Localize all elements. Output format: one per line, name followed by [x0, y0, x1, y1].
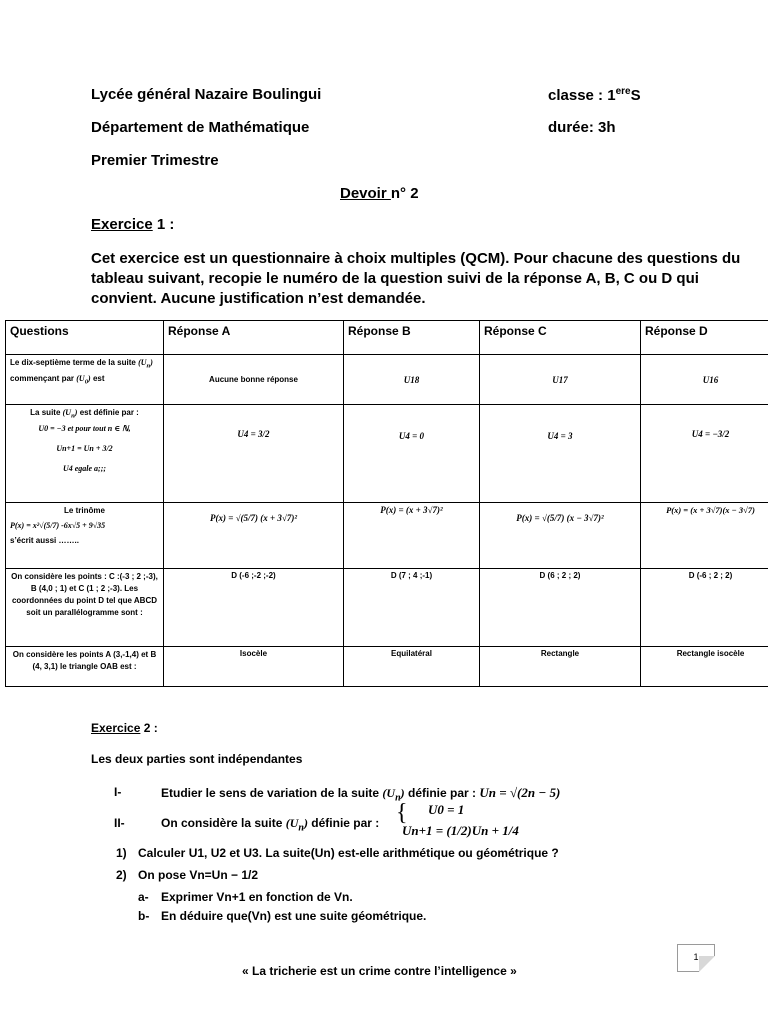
- duration-label: durée: 3h: [548, 119, 616, 136]
- question-1-number: 1): [116, 846, 127, 860]
- class-label: classe : 1ereS: [548, 86, 641, 104]
- part2-number: II-: [114, 816, 125, 830]
- table-row: [6, 355, 768, 405]
- answer-c-cell: Rectangle: [480, 647, 641, 687]
- footer-quote: « La tricherie est un crime contre l’intelligence »: [242, 964, 517, 978]
- answer-a-cell: Isocèle: [164, 647, 344, 687]
- system-line-2: Un+1 = (1/2)Un + 1/4: [402, 823, 519, 838]
- exercise2-subtitle: Les deux parties sont indépendantes: [91, 752, 303, 766]
- column-header: Réponse B: [344, 321, 480, 355]
- answer-d-cell: P(x) = (x + 3√7)(x − 3√7): [641, 503, 768, 569]
- question-cell: On considère les points : C :(-3 ; 2 ;-3), B (4,0 ; 1) et C (1 ; 2 ;-3). Les coordonnées du point D tel que ABCD soit un parallélogramme sont :: [6, 569, 164, 647]
- answer-d-cell: U4 = −3/2: [641, 405, 768, 503]
- part1-number: I-: [114, 785, 122, 799]
- answer-b-cell: U18: [344, 355, 480, 405]
- page-title: Devoir n° 2: [340, 185, 419, 202]
- answer-c-cell: U4 = 3: [480, 405, 641, 503]
- question-2-text: On pose Vn=Un − 1/2: [138, 868, 259, 882]
- system-brace: {: [396, 800, 408, 826]
- answer-c-cell: U17: [480, 355, 641, 405]
- answer-d-cell: U16: [641, 355, 768, 405]
- question-cell: La suite $(U_n)$ est définie par : U0 = −3 et pour tout n ∈ ℕ, Un+1 = Un + 3/2 U4 egale a;;;: [6, 405, 164, 503]
- answer-b-cell: P(x) = (x + 3√7)²: [344, 503, 480, 569]
- table-header-row: [6, 321, 768, 355]
- answer-c-cell: P(x) = √(5/7) (x − 3√7)²: [480, 503, 641, 569]
- question-2a-text: Exprimer Vn+1 en fonction de Vn.: [161, 890, 353, 904]
- question-2b-number: b-: [138, 909, 150, 923]
- part2-text: On considère la suite $(U_n)$ définie par :: [161, 816, 380, 834]
- answer-b-cell: Equilatéral: [344, 647, 480, 687]
- question-1-text: Calculer U1, U2 et U3. La suite(Un) est-elle arithmétique ou géométrique ?: [138, 846, 559, 860]
- table-row: [6, 405, 768, 503]
- question-2b-text: En déduire que(Vn) est une suite géométrique.: [161, 909, 427, 923]
- answer-d-cell: Rectangle isocèle: [641, 647, 768, 687]
- system-line-1: U0 = 1: [428, 802, 465, 817]
- exercise2-heading: Exercice 2 :: [91, 721, 158, 735]
- table-row: [6, 503, 768, 569]
- answer-a-cell: D (-6 ;-2 ;-2): [164, 569, 344, 647]
- exercise1-heading: Exercice 1 :: [91, 216, 175, 233]
- page-number: 1: [677, 944, 715, 972]
- qcm-table: [5, 320, 768, 687]
- part1-text: Etudier le sens de variation de la suite $(U_n)$ définie par : Un = √(2n − 5): [161, 785, 561, 804]
- answer-b-cell: U4 = 0: [344, 405, 480, 503]
- question-2a-number: a-: [138, 890, 149, 904]
- question-cell: Le trinôme P(x) = x²√(5/7) -6x√5 + 9√35 s’écrit aussi ……..: [6, 503, 164, 569]
- question-cell: Le dix-septième terme de la suite $(U_n)$ commençant par $(U_0)$ est: [6, 355, 164, 405]
- term-label: Premier Trimestre: [91, 152, 219, 169]
- exercise1-intro: Cet exercice est un questionnaire à choix multiples (QCM). Pour chacune des questions du tableau suivant, recopie le numéro de la question suivi de la réponse A, B, C ou D qui convient. Aucune justification n’est demandée.: [91, 250, 741, 307]
- answer-a-cell: U4 = 3/2: [164, 405, 344, 503]
- department-name: Département de Mathématique: [91, 119, 310, 136]
- question-cell: On considère les points A (3,-1,4) et B (4, 3,1) le triangle OAB est :: [6, 647, 164, 687]
- column-header: Réponse D: [641, 321, 768, 355]
- answer-a-cell: P(x) = √(5/7) (x + 3√7)²: [164, 503, 344, 569]
- column-header: Questions: [6, 321, 164, 355]
- answer-c-cell: D (6 ; 2 ; 2): [480, 569, 641, 647]
- column-header: Réponse A: [164, 321, 344, 355]
- school-name: Lycée général Nazaire Boulingui: [91, 86, 322, 103]
- answer-d-cell: D (-6 ; 2 ; 2): [641, 569, 768, 647]
- answer-a-cell: Aucune bonne réponse: [164, 355, 344, 405]
- table-row: [6, 647, 768, 687]
- table-row: [6, 569, 768, 647]
- answer-b-cell: D (7 ; 4 ;-1): [344, 569, 480, 647]
- question-2-number: 2): [116, 868, 127, 882]
- column-header: Réponse C: [480, 321, 641, 355]
